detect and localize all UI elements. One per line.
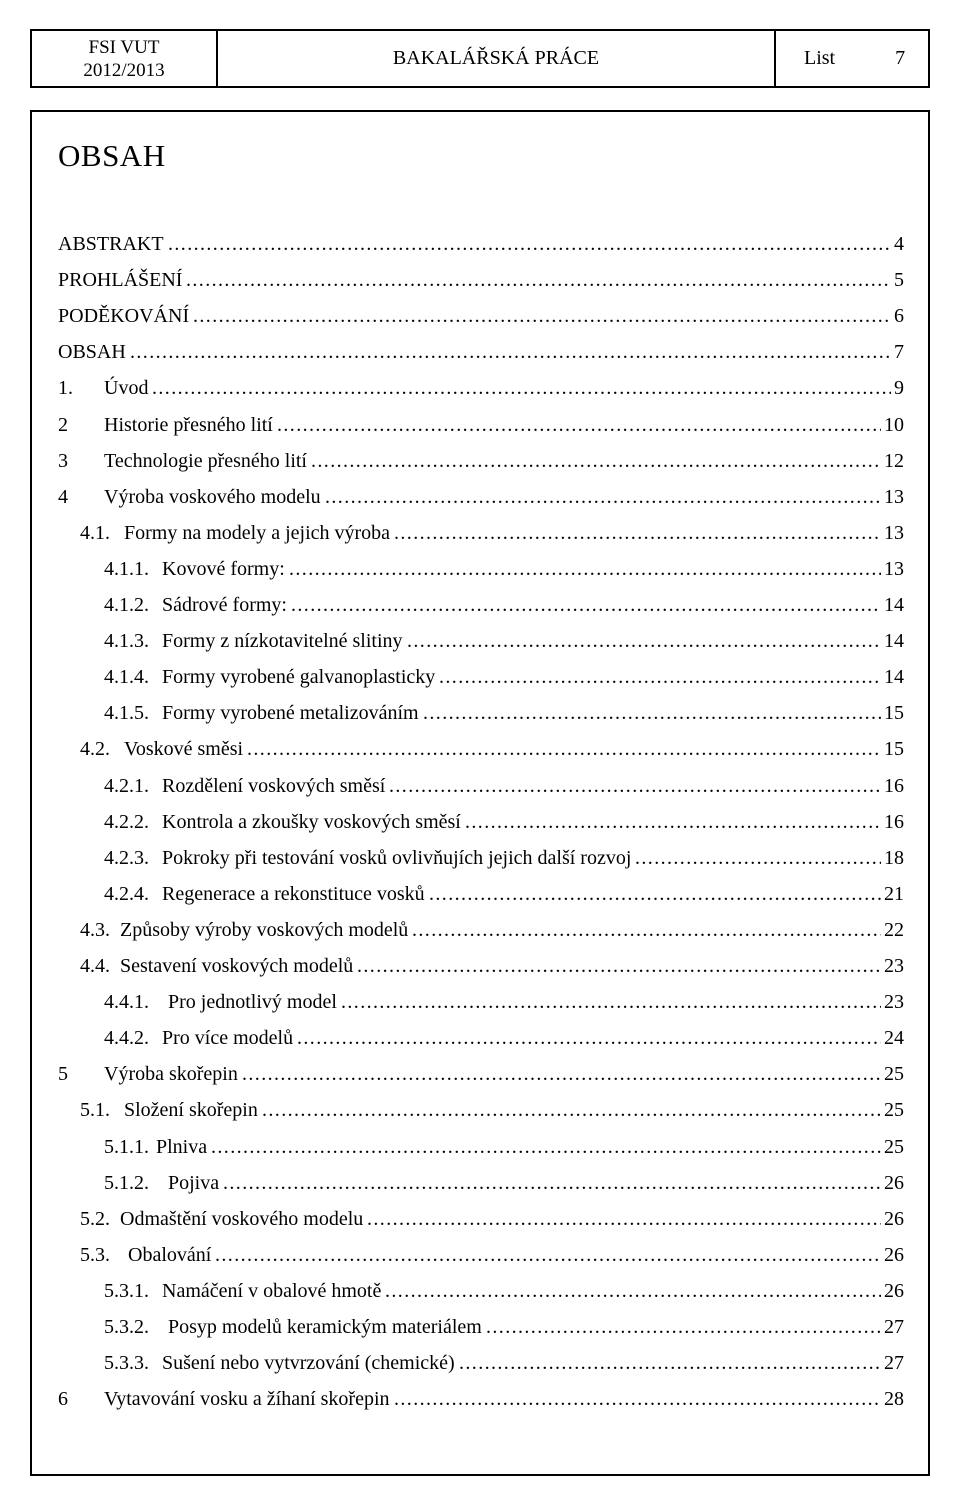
toc-entry-page: 24 xyxy=(884,1027,904,1050)
toc-entry-leader xyxy=(277,413,881,437)
toc-entry-page: 6 xyxy=(894,305,904,328)
toc-entry[interactable] xyxy=(0,1159,960,1195)
toc-entry[interactable] xyxy=(0,689,960,725)
toc-entry-number: 4.1.5. xyxy=(104,702,149,725)
toc-entry[interactable] xyxy=(0,545,960,581)
toc-entry[interactable] xyxy=(0,1123,960,1159)
toc-entry-title: Technologie přesného lití xyxy=(104,449,307,472)
toc-entry-number: 4.1.1. xyxy=(104,557,149,580)
toc-entry[interactable] xyxy=(0,328,960,364)
toc-entry-number: 5.3.1. xyxy=(104,1279,149,1302)
toc-entry-page: 21 xyxy=(884,882,904,905)
toc-entry[interactable] xyxy=(0,978,960,1014)
toc-entry[interactable] xyxy=(0,1014,960,1050)
header-school: FSI VUT xyxy=(88,36,160,58)
toc-entry-page: 4 xyxy=(894,233,904,255)
toc-entry-page: 26 xyxy=(884,1279,904,1302)
toc-entry-title: PROHLÁŠENÍ xyxy=(58,269,183,292)
toc-entry-number: 4.2.2. xyxy=(104,810,149,833)
toc-entry-title: Posyp modelů keramickým materiálem xyxy=(168,1316,482,1338)
toc-entry-title: Způsoby výroby voskových modelů xyxy=(120,918,409,941)
toc-entry-number: 4.4.2. xyxy=(104,1027,149,1050)
toc-entry-leader xyxy=(394,521,881,545)
toc-entry-number: 5.3.2. xyxy=(104,1316,149,1338)
toc-entry-page: 23 xyxy=(884,991,904,1014)
toc-entry-title: ABSTRAKT xyxy=(58,233,164,255)
toc-entry-title: Pokroky při testování vosků ovlivňujích jejich další rozvoj xyxy=(162,846,632,869)
toc-entry[interactable] xyxy=(0,1375,960,1411)
toc-entry-number: 2 xyxy=(58,413,68,436)
toc-entry-leader xyxy=(394,1387,881,1411)
toc-entry-page: 25 xyxy=(884,1135,904,1158)
toc-entry[interactable] xyxy=(0,401,960,437)
toc-entry-leader xyxy=(130,340,891,364)
toc-entry[interactable] xyxy=(0,473,960,509)
toc-entry-page: 15 xyxy=(884,702,904,725)
toc-entry-leader xyxy=(407,629,881,653)
toc-entry-title: Formy z nízkotavitelné slitiny xyxy=(162,630,403,653)
toc-entry-leader xyxy=(439,665,881,689)
toc-entry-number: 4.3. xyxy=(80,918,110,941)
toc-entry[interactable] xyxy=(0,1195,960,1231)
toc-entry-page: 27 xyxy=(884,1316,904,1338)
toc-entry-number: 4.1.2. xyxy=(104,594,149,616)
toc-entry-leader xyxy=(341,990,881,1014)
toc-entry-title: Formy vyrobené galvanoplasticky xyxy=(162,666,436,689)
toc-entry[interactable] xyxy=(0,1303,960,1339)
toc-entry-page: 23 xyxy=(884,955,904,977)
header-page-cell xyxy=(776,31,928,86)
toc-entry-leader xyxy=(223,1171,881,1195)
toc-entry-leader xyxy=(357,954,881,978)
header-list-label: List xyxy=(804,47,836,69)
toc-entry[interactable] xyxy=(0,1231,960,1267)
toc-entry[interactable] xyxy=(0,581,960,617)
toc-entry-title: PODĚKOVÁNÍ xyxy=(58,305,190,328)
toc-entry-page: 16 xyxy=(884,810,904,833)
toc-entry-page: 13 xyxy=(884,485,904,508)
toc-entry-title: Sestavení voskových modelů xyxy=(120,955,354,977)
toc-entry-page: 28 xyxy=(884,1388,904,1411)
toc-entry-title: Formy na modely a jejich výroba xyxy=(124,521,391,544)
toc-entry-leader xyxy=(289,557,881,581)
toc-entry-title: Obalování xyxy=(128,1243,212,1266)
toc-entry-leader xyxy=(412,918,881,942)
toc-entry-number: 3 xyxy=(58,449,68,472)
toc-entry-title: Vytavování vosku a žíhaní skořepin xyxy=(104,1388,390,1411)
toc-entry-title: Namáčení v obalové hmotě xyxy=(162,1279,382,1302)
header-doc-type: BAKALÁŘSKÁ PRÁCE xyxy=(392,47,600,69)
page-title: OBSAH xyxy=(58,138,166,173)
toc-entry-leader xyxy=(635,846,881,870)
toc-entry-number: 5.3.3. xyxy=(104,1352,149,1375)
toc-entry[interactable] xyxy=(0,1339,960,1375)
toc-entry-number: 5.3. xyxy=(80,1243,110,1266)
toc-entry-leader xyxy=(459,1351,881,1375)
toc-entry-leader xyxy=(242,1062,881,1086)
toc-entry-title: Sádrové formy: xyxy=(162,594,287,616)
toc-entry-page: 26 xyxy=(884,1207,904,1230)
toc-entry-page: 5 xyxy=(894,269,904,292)
toc-entry-number: 4.2. xyxy=(80,738,110,761)
toc-entry-number: 4.1.4. xyxy=(104,666,149,689)
toc-entry[interactable] xyxy=(0,906,960,942)
toc-entry[interactable] xyxy=(0,762,960,798)
toc-entry-number: 4.1. xyxy=(80,521,110,544)
toc-entry-page: 22 xyxy=(884,918,904,941)
header-page-number: 7 xyxy=(895,47,906,69)
toc-entry-title: Formy vyrobené metalizováním xyxy=(162,702,419,725)
toc-entry-number: 5 xyxy=(58,1063,68,1086)
toc-entry-leader xyxy=(385,1279,881,1303)
toc-entry[interactable] xyxy=(0,437,960,473)
toc-entry-page: 10 xyxy=(884,413,904,436)
toc-entry-leader xyxy=(325,485,881,509)
toc-entry-leader xyxy=(389,774,881,798)
toc-entry-title: Sušení nebo vytvrzování (chemické) xyxy=(162,1352,455,1375)
toc-entry-leader xyxy=(465,810,881,834)
toc-entry[interactable] xyxy=(0,1086,960,1122)
toc-entry-leader xyxy=(311,449,881,473)
toc-entry[interactable] xyxy=(0,220,960,256)
toc-entry-page: 25 xyxy=(884,1063,904,1086)
toc-entry-leader xyxy=(152,376,891,400)
toc-entry-number: 5.1.1. xyxy=(104,1135,149,1158)
toc-entry[interactable] xyxy=(0,1050,960,1086)
toc-entry-title: Kovové formy: xyxy=(162,557,285,580)
toc-entry-leader xyxy=(291,593,881,617)
toc-entry[interactable] xyxy=(0,256,960,292)
toc-entry-page: 7 xyxy=(894,341,904,364)
toc-entry[interactable] xyxy=(0,364,960,400)
toc-entry-title: OBSAH xyxy=(58,341,126,364)
toc-entry-title: Voskové směsi xyxy=(124,738,244,761)
toc-entry-leader xyxy=(486,1315,881,1339)
header-year: 2012/2013 xyxy=(83,59,165,81)
toc-entry[interactable] xyxy=(0,509,960,545)
toc-entry-leader xyxy=(423,701,881,725)
toc-entry[interactable] xyxy=(0,1267,960,1303)
toc-entry-title: Pojiva xyxy=(168,1171,220,1194)
toc-entry-number: 1. xyxy=(58,377,73,400)
toc-entry-page: 16 xyxy=(884,774,904,797)
toc-entry-number: 5.1. xyxy=(80,1099,110,1122)
toc-entry[interactable] xyxy=(0,617,960,653)
toc-entry-number: 5.1.2. xyxy=(104,1171,149,1194)
toc-entry-number: 4 xyxy=(58,485,68,508)
toc-entry-title: Pro jednotlivý model xyxy=(168,991,337,1014)
toc-entry-title: Pro více modelů xyxy=(162,1027,294,1050)
toc-entry[interactable] xyxy=(0,798,960,834)
toc-entry-number: 4.2.1. xyxy=(104,774,149,797)
toc-entry-title: Složení skořepin xyxy=(124,1099,258,1122)
toc-entry-title: Kontrola a zkoušky voskových směsí xyxy=(162,810,461,833)
toc-entry-leader xyxy=(168,232,891,256)
toc-entry-title: Regenerace a rekonstituce vosků xyxy=(162,882,425,905)
toc-entry-page: 12 xyxy=(884,449,904,472)
header-doc-type-cell xyxy=(218,31,776,86)
toc-entry-page: 15 xyxy=(884,738,904,761)
toc-entry[interactable] xyxy=(0,870,960,906)
toc-entry[interactable] xyxy=(0,834,960,870)
toc-entry-number: 4.2.4. xyxy=(104,882,149,905)
toc-entry-page: 9 xyxy=(894,377,904,400)
toc-entry-page: 13 xyxy=(884,557,904,580)
toc-entry[interactable] xyxy=(0,942,960,978)
toc-entry-title: Historie přesného lití xyxy=(104,413,273,436)
toc-entry-number: 4.2.3. xyxy=(104,846,149,869)
toc-entry-title: Odmaštění voskového modelu xyxy=(120,1207,364,1230)
toc-entry-page: 13 xyxy=(884,521,904,544)
toc-entry-leader xyxy=(193,304,891,328)
toc-entry-number: 4.1.3. xyxy=(104,630,149,653)
toc-entry-page: 26 xyxy=(884,1243,904,1266)
toc-entry-leader xyxy=(367,1207,881,1231)
toc-entry-leader xyxy=(186,268,891,292)
page-header xyxy=(30,29,930,88)
toc-entry-leader xyxy=(211,1135,881,1159)
toc-entry[interactable] xyxy=(0,725,960,761)
toc-entry[interactable] xyxy=(0,653,960,689)
toc-entry-page: 18 xyxy=(884,846,904,869)
toc-entry-leader xyxy=(297,1026,881,1050)
toc-entry-number: 5.2. xyxy=(80,1207,110,1230)
toc-entry-page: 14 xyxy=(884,594,904,616)
toc-entry-title: Rozdělení voskových směsí xyxy=(162,774,386,797)
toc-entry-number: 6 xyxy=(58,1388,68,1411)
toc-entry-leader xyxy=(262,1098,881,1122)
toc-entry-page: 27 xyxy=(884,1352,904,1375)
toc-entry-title: Výroba skořepin xyxy=(104,1063,238,1086)
toc-entry-leader xyxy=(215,1243,881,1267)
toc-entry-title: Úvod xyxy=(104,377,149,400)
toc-entry-title: Plniva xyxy=(156,1135,208,1158)
toc-entry-number: 4.4. xyxy=(80,955,110,977)
header-school-cell xyxy=(32,31,218,86)
toc-entry-leader xyxy=(429,882,881,906)
toc-entry-page: 14 xyxy=(884,666,904,689)
toc-entry-leader xyxy=(247,737,881,761)
toc-entry[interactable] xyxy=(0,292,960,328)
toc-entry-page: 14 xyxy=(884,630,904,653)
toc-entry-number: 4.4.1. xyxy=(104,991,149,1014)
toc-entry-page: 25 xyxy=(884,1099,904,1122)
toc-entry-title: Výroba voskového modelu xyxy=(104,485,321,508)
toc-entry-page: 26 xyxy=(884,1171,904,1194)
